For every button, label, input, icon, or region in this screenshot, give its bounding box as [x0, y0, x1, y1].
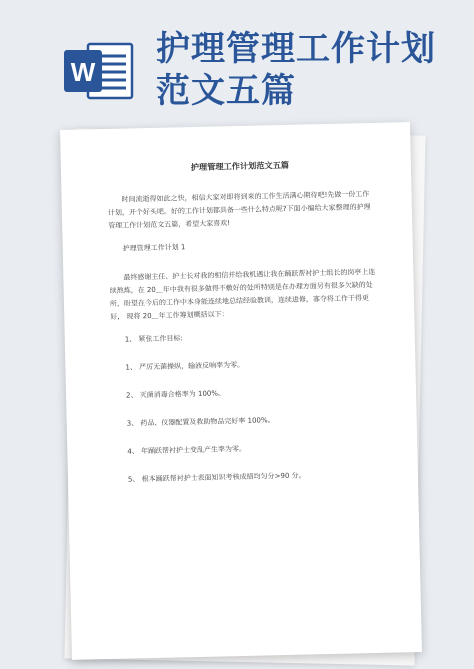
list-item: 1、 严厉无菌操纵，输液反响率为零。: [125, 360, 245, 372]
document-page: [60, 122, 422, 660]
list-item: 5、 根本踊跃帮衬护士表面知识考核成绩均匀分>90 分。: [127, 471, 306, 484]
header-banner: [0, 0, 474, 118]
list-item: 3、 药品、仪器配置及救助物品完好率 100%。: [126, 416, 275, 428]
list-item: 1、 紧张工作目标:: [124, 334, 183, 344]
list-item: 4、 年踊跃帮衬护士变乱产生率为零。: [127, 444, 247, 456]
document-content: [107, 149, 381, 502]
body-paragraph: 最终感谢主任、护士长对我的相信并给我机遇让我在踊跃帮衬护士组长的岗亭上连续熬炼，在 20＿年中我有很多做得不敷好的处所特别是在办理方面另有很多欠缺的处所，盼望在今后的工作中本身能连续地总结经验教训，连续进修，寡夺将工作干得更好， 现将 20＿年工作筹划概括以下：: [109, 267, 376, 321]
word-icon-letter: W: [70, 57, 96, 87]
intro-paragraph: 时间流逝得如此之快，相信大家对即将到来的工作生活满心期待吧!先做一份工作计划，开个好头吧。好的工作计划都具备一些什么特点呢?下面小编给大家整理的护理管理工作计划范文五篇，希望大家喜欢!: [107, 190, 371, 230]
word-document-icon: [62, 40, 134, 102]
page-title: [156, 28, 456, 112]
page-title-line-2: 范文五篇: [156, 71, 296, 111]
list-item: 2、 灭菌消毒合格率为 100%。: [125, 389, 226, 400]
page-title-line-1: 护理管理工作计划: [156, 29, 436, 69]
document-title: 护理管理工作计划范文五篇: [190, 159, 290, 173]
section-heading: 护理管理工作计划 1: [122, 243, 186, 253]
